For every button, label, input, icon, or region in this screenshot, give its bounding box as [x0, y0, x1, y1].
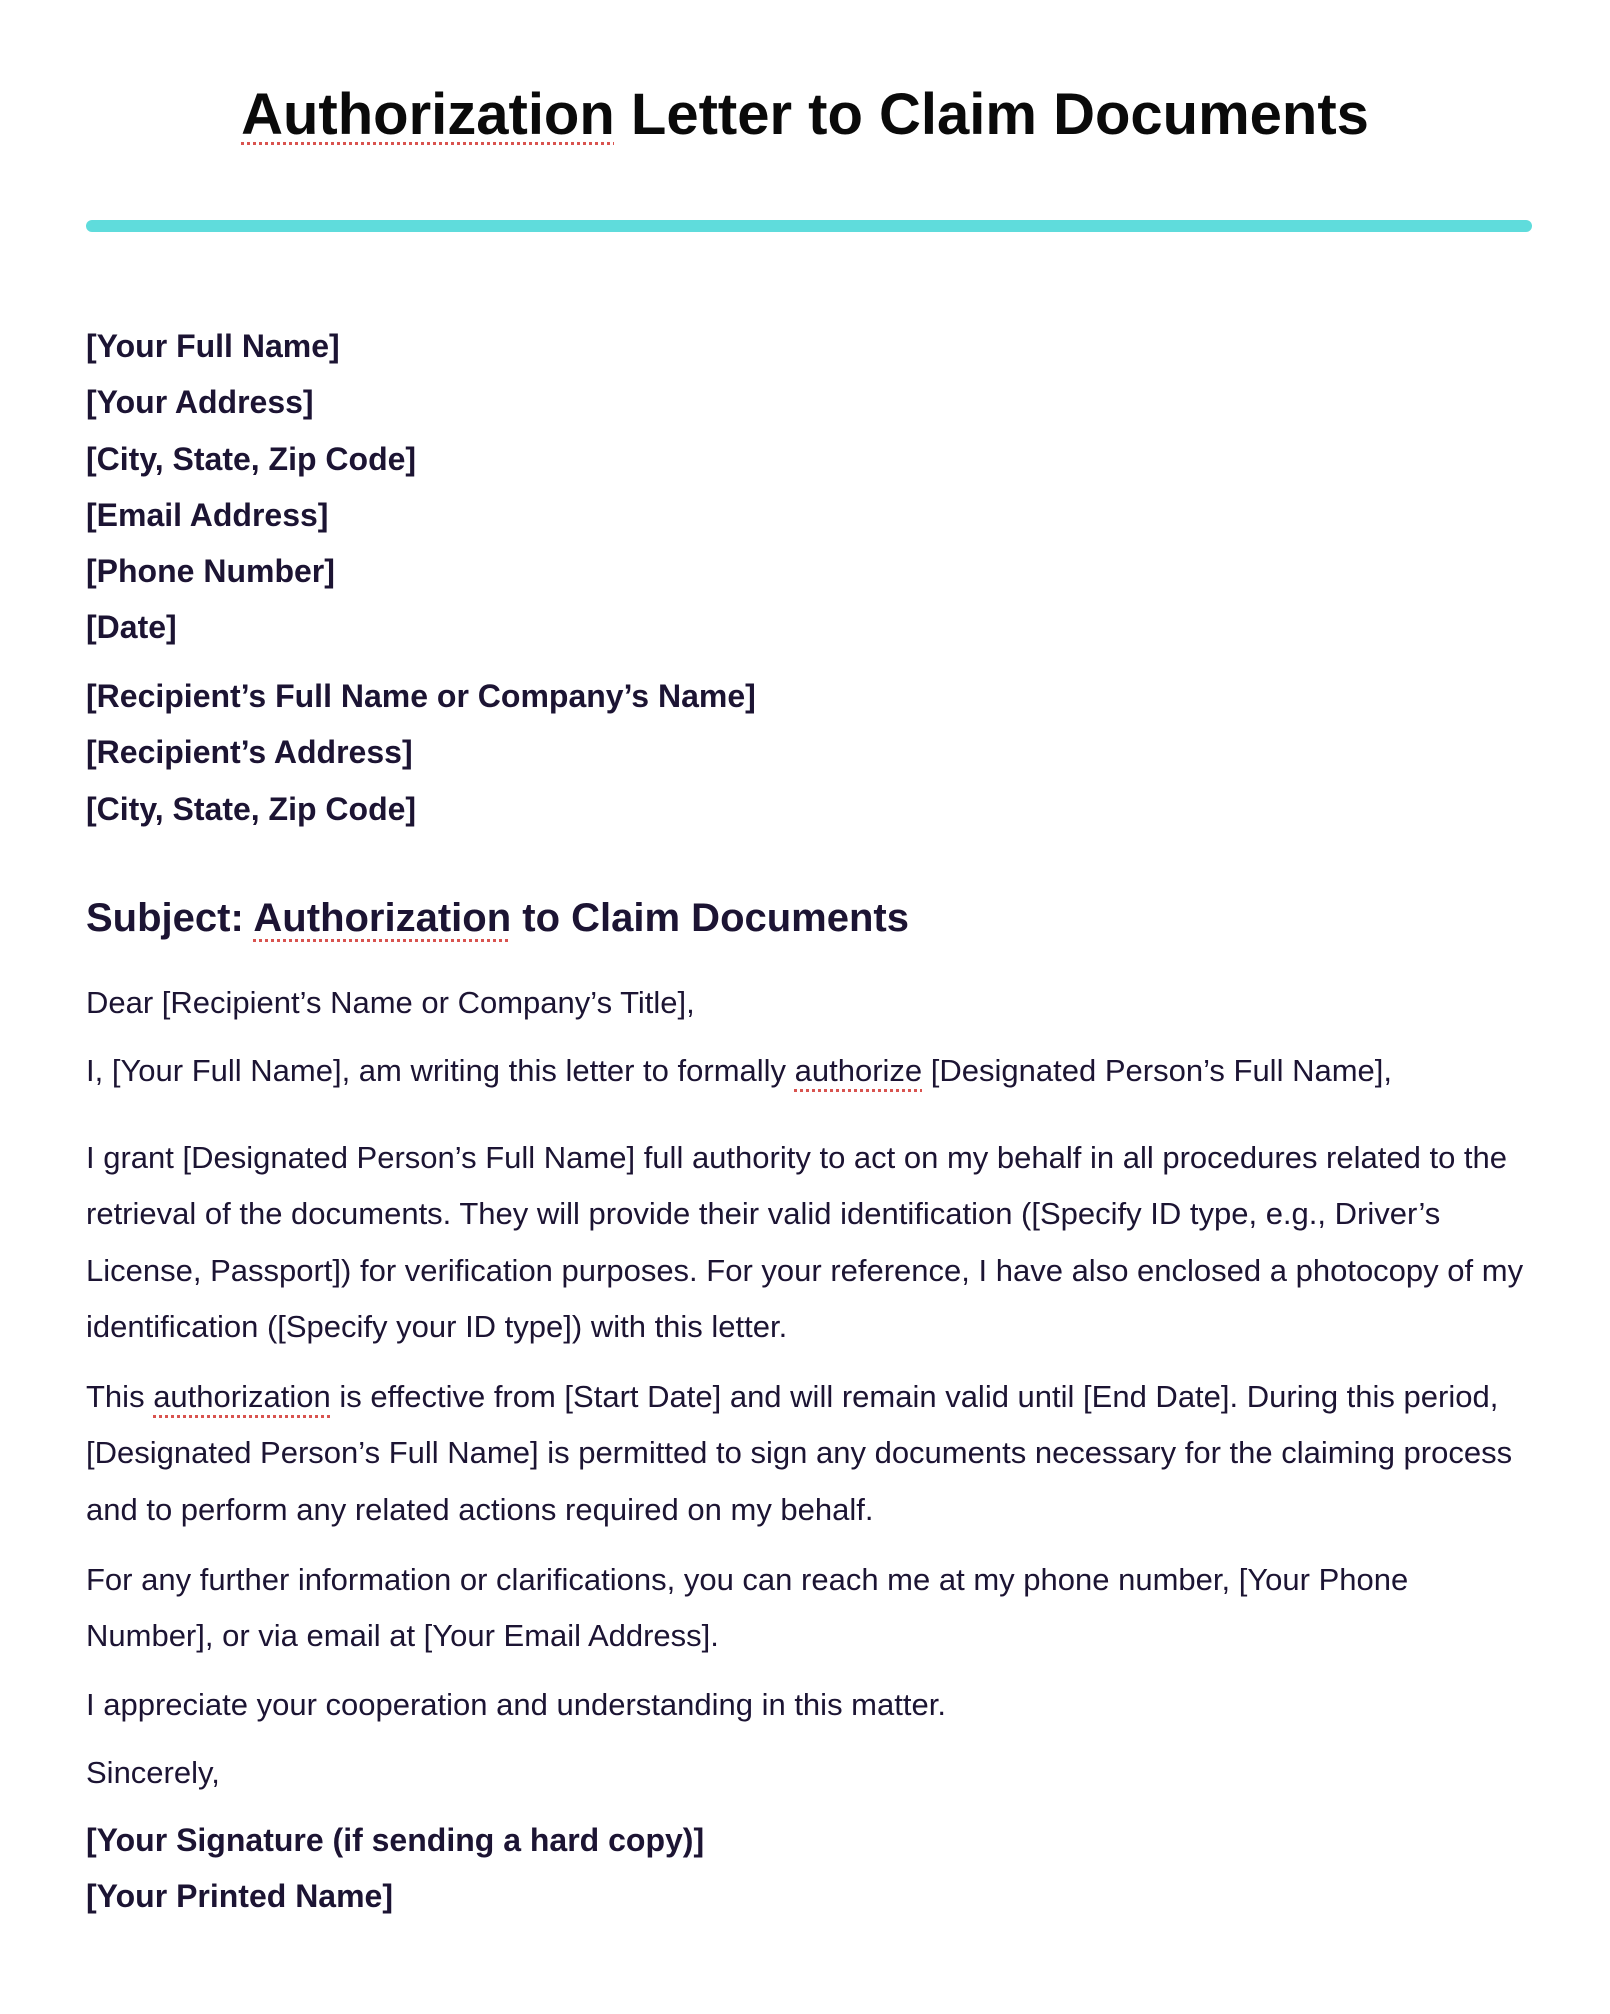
sender-city: [City, State, Zip Code] [86, 440, 417, 477]
subject-word-authorization: Authorization [253, 896, 512, 940]
paragraph-3-start: This [86, 1379, 154, 1414]
sender-name: [Your Full Name] [86, 328, 340, 364]
salutation [86, 975, 1536, 1031]
paragraph-1 [86, 1043, 1536, 1099]
paragraph-5 [86, 1677, 1536, 1733]
recipient-name: [Recipient’s Full Name or Company’s Name] [86, 678, 756, 714]
title-rest: Letter to Claim Documents [614, 82, 1369, 147]
letter-date: [Date] [86, 609, 177, 646]
paragraph-1-word-authorize: authorize [794, 1053, 923, 1088]
signature-line: [Your Signature (if sending a hard copy)] [86, 1822, 705, 1858]
paragraph-1-start: I, [Your Full Name], am writing this letter to formally [86, 1053, 795, 1088]
closing [86, 1745, 1536, 1801]
closing-text: Sincerely, [86, 1755, 220, 1790]
page-title [0, 72, 1610, 158]
title-word-authorization: Authorization [241, 82, 615, 147]
recipient-city: [City, State, Zip Code] [86, 790, 417, 827]
paragraph-5-text: I appreciate your cooperation and understanding in this matter. [86, 1687, 946, 1722]
title-divider [86, 220, 1532, 232]
sender-block [86, 318, 1536, 656]
paragraph-4 [86, 1552, 1531, 1665]
paragraph-3 [86, 1369, 1531, 1538]
salutation-text: Dear [Recipient’s Name or Company’s Title], [86, 985, 695, 1020]
paragraph-2 [86, 1130, 1531, 1355]
sender-email: [Email Address] [86, 496, 329, 533]
recipient-address: [Recipient’s Address] [86, 734, 413, 771]
subject-line [86, 890, 1536, 946]
paragraph-2-text: I grant [Designated Person’s Full Name] full authority to act on my behalf in all procedures related to the retrieval of the documents. They will provide their valid identification ([Specify ID type, e.g., Driver’s License, Passport]) for verification purposes. For your reference, I have also enclosed a photocopy of my identification ([Specify your ID type]) with this letter. [86, 1140, 1524, 1344]
paragraph-1-end: [Designated Person’s Full Name], [922, 1053, 1392, 1088]
paragraph-3-end: is effective from [Start Date] and will remain valid until [End Date]. During this period, [Designated Person’s Full Name] is permitted to sign any documents necessary for the claiming process and to perform any related actions required on my behalf. [86, 1379, 1513, 1527]
subject-rest: to Claim Documents [511, 896, 909, 940]
sender-address: [Your Address] [86, 384, 314, 421]
recipient-block [86, 668, 1536, 837]
paragraph-4-text: For any further information or clarifications, you can reach me at my phone number, [Your Phone Number], or via email at [Your Email Address]. [86, 1562, 1409, 1654]
paragraph-3-word-authorization: authorization [153, 1379, 331, 1414]
subject-prefix: Subject: [86, 896, 254, 940]
printed-name: [Your Printed Name] [86, 1878, 393, 1915]
sender-phone: [Phone Number] [86, 553, 335, 590]
signature-block [86, 1812, 1536, 1925]
